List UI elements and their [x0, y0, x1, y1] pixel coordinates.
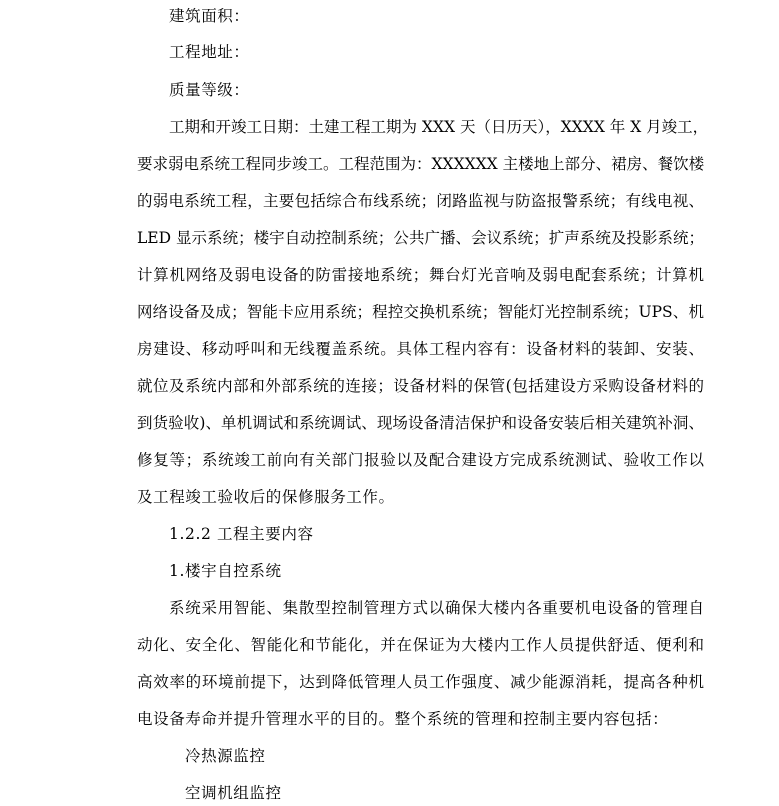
bas-line-4: 电设备寿命并提升管理水平的目的。整个系统的管理和控制主要内容包括：: [137, 710, 669, 728]
overview-line-8: 就位及系统内部和外部系统的连接；设备材料的保管(包括建设方采购设备材料的: [137, 377, 704, 395]
bas-line-2: 动化、安全化、智能化和节能化，并在保证为大楼内工作人员提供舒适、便利和: [137, 636, 704, 654]
overview-line-1: 工期和开竣工日期：土建工程工期为 XXX 天（日历天），XXXX 年 X 月竣工，: [169, 118, 709, 136]
list-item-cold-heat-source: 冷热源监控: [185, 747, 266, 765]
section-heading: 1.2.2 工程主要内容: [169, 525, 314, 543]
field-project-address: 工程地址：: [169, 43, 250, 61]
overview-line-4: LED 显示系统；楼宇自动控制系统；公共广播、会议系统；扩声系统及投影系统；: [137, 229, 704, 247]
field-quality-grade: 质量等级：: [169, 81, 250, 99]
field-building-area: 建筑面积：: [169, 7, 250, 25]
overview-line-9: 到货验收)、单机调试和系统调试、现场设备清洁保护和设备安装后相关建筑补洞、: [137, 414, 704, 432]
overview-line-10: 修复等；系统竣工前向有关部门报验以及配合建设方完成系统测试、验收工作以: [137, 451, 704, 469]
subsection-heading: 1.楼宇自控系统: [169, 562, 282, 580]
list-item-ahu-monitoring: 空调机组监控: [185, 784, 282, 802]
overview-line-5: 计算机网络及弱电设备的防雷接地系统；舞台灯光音响及弱电配套系统；计算机: [137, 266, 704, 284]
bas-line-3: 高效率的环境前提下，达到降低管理人员工作强度、减少能源消耗，提高各种机: [137, 673, 704, 691]
overview-line-6: 网络设备及成；智能卡应用系统；程控交换机系统；智能灯光控制系统；UPS、机: [137, 303, 704, 321]
overview-line-11: 及工程竣工验收后的保修服务工作。: [137, 488, 395, 506]
overview-line-3: 的弱电系统工程，主要包括综合布线系统；闭路监视与防盗报警系统；有线电视、: [137, 192, 704, 210]
bas-line-1: 系统采用智能、集散型控制管理方式以确保大楼内各重要机电设备的管理自: [169, 599, 704, 617]
overview-line-2: 要求弱电系统工程同步竣工。工程范围为：XXXXXX 主楼地上部分、裙房、餐饮楼: [137, 155, 705, 173]
overview-line-7: 房建设、移动呼叫和无线覆盖系统。具体工程内容有：设备材料的装卸、安装、: [137, 340, 704, 358]
